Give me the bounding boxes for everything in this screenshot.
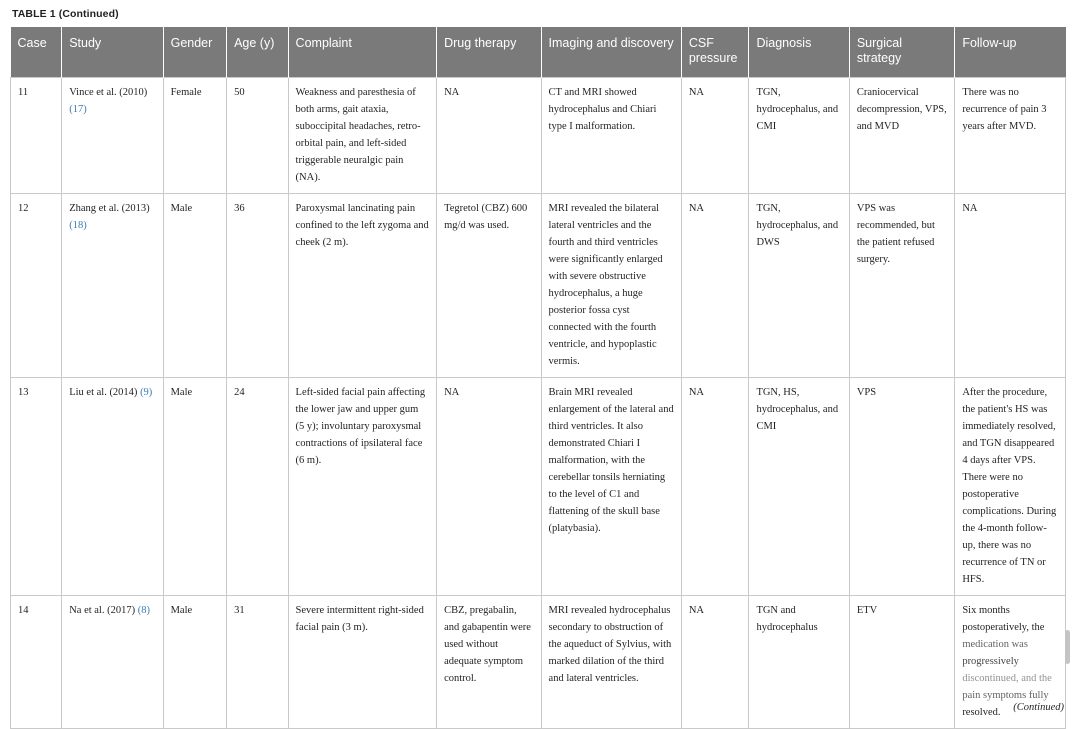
cell-drug-therapy: CBZ, pregabalin, and gabapentin were used without adequate symptom control. (437, 595, 541, 728)
cell-imaging: Brain MRI revealed enlargement of the lateral and third ventricles. It also demonstrated Chiari I malformation, with the cerebellar tonsils herniating to the level of C1 and flattening of the skull base (platybasia). (541, 377, 681, 595)
cell-surgical-strategy: ETV (849, 595, 955, 728)
cell-imaging: MRI revealed the bilateral lateral ventricles and the fourth and third ventricles were significantly enlarged with severe obstructive hydrocephalus, a huge posterior fossa cyst connected with the fourth ventricle, and hypoplastic vermis. (541, 193, 681, 377)
follow-up-line-5: pain symptoms fully (962, 689, 1049, 701)
cell-age: 50 (227, 77, 288, 193)
table-caption-label: TABLE 1 (12, 8, 56, 20)
cell-complaint: Severe intermittent right-sided facial pain (3 m). (288, 595, 437, 728)
column-header-csf-pressure: CSF pressure (681, 27, 749, 77)
table-row (11, 193, 1066, 377)
cell-study (62, 193, 163, 377)
cell-diagnosis: TGN, hydrocephalus, and CMI (749, 77, 849, 193)
cell-surgical-strategy: VPS (849, 377, 955, 595)
cell-drug-therapy: Tegretol (CBZ) 600 mg/d was used. (437, 193, 541, 377)
column-header-follow-up: Follow-up (955, 27, 1066, 77)
case-summary-table (10, 27, 1066, 729)
cell-case: 11 (11, 77, 62, 193)
column-header-complaint: Complaint (288, 27, 437, 77)
cell-study (62, 77, 163, 193)
cell-diagnosis: TGN, HS, hydrocephalus, and CMI (749, 377, 849, 595)
follow-up-line-3: progressively (962, 655, 1019, 667)
cell-gender: Male (163, 193, 227, 377)
table-caption (12, 8, 1066, 20)
cell-drug-therapy: NA (437, 77, 541, 193)
column-header-diagnosis: Diagnosis (749, 27, 849, 77)
column-header-gender: Gender (163, 27, 227, 77)
follow-up-line-6: resolved. (962, 706, 1001, 718)
column-header-study: Study (62, 27, 163, 77)
table-row (11, 595, 1066, 728)
cell-csf-pressure: NA (681, 377, 749, 595)
cell-drug-therapy: NA (437, 377, 541, 595)
cell-csf-pressure: NA (681, 77, 749, 193)
cell-case: 13 (11, 377, 62, 595)
study-citation: Vince et al. (2010) (69, 86, 148, 98)
follow-up-line-1: Six months postoperatively, the (962, 604, 1045, 633)
cell-gender: Female (163, 77, 227, 193)
column-header-drug-therapy: Drug therapy (437, 27, 541, 77)
cell-age: 36 (227, 193, 288, 377)
study-reference-link[interactable]: (18) (69, 219, 87, 231)
study-reference-link[interactable]: (17) (69, 103, 87, 115)
cell-surgical-strategy: Craniocervical decompression, VPS, and MVD (849, 77, 955, 193)
continued-note: (Continued) (1013, 702, 1064, 713)
cell-gender: Male (163, 377, 227, 595)
follow-up-line-4: discontinued, and the (962, 672, 1052, 684)
cell-imaging: CT and MRI showed hydrocephalus and Chiari type I malformation. (541, 77, 681, 193)
cell-complaint: Paroxysmal lancinating pain confined to the left zygoma and cheek (2 m). (288, 193, 437, 377)
column-header-imaging-and-discovery: Imaging and discovery (541, 27, 681, 77)
column-header-age: Age (y) (227, 27, 288, 77)
table-caption-continued: (Continued) (58, 8, 119, 20)
follow-up-line-2: medication was (962, 638, 1028, 650)
cell-diagnosis: TGN and hydrocephalus (749, 595, 849, 728)
cell-csf-pressure: NA (681, 595, 749, 728)
study-reference-link[interactable]: (8) (137, 604, 150, 616)
cell-gender: Male (163, 595, 227, 728)
cell-case: 14 (11, 595, 62, 728)
cell-study (62, 595, 163, 728)
cell-follow-up: There was no recurrence of pain 3 years after MVD. (955, 77, 1066, 193)
study-citation: Na et al. (2017) (69, 604, 136, 616)
cell-follow-up: NA (955, 193, 1066, 377)
cell-study (62, 377, 163, 595)
cell-diagnosis: TGN, hydrocephalus, and DWS (749, 193, 849, 377)
cell-csf-pressure: NA (681, 193, 749, 377)
column-header-surgical-strategy: Surgical strategy (849, 27, 955, 77)
study-citation: Liu et al. (2014) (69, 386, 138, 398)
scrollbar-thumb[interactable] (1065, 630, 1070, 664)
column-header-case: Case (11, 27, 62, 77)
cell-surgical-strategy: VPS was recommended, but the patient refused surgery. (849, 193, 955, 377)
cell-follow-up: After the procedure, the patient's HS was immediately resolved, and TGN disappeared 4 days after VPS. There were no postoperative complications. During the 4-month follow-up, there was no recurrence of TN or HFS. (955, 377, 1066, 595)
cell-complaint: Left-sided facial pain affecting the lower jaw and upper gum (5 y); involuntary paroxysmal contractions of ipsilateral face (6 m). (288, 377, 437, 595)
cell-complaint: Weakness and paresthesia of both arms, gait ataxia, suboccipital headaches, retro-orbital pain, and left-sided triggerable neuralgic pain (NA). (288, 77, 437, 193)
study-reference-link[interactable]: (9) (140, 386, 153, 398)
table-row (11, 377, 1066, 595)
cell-imaging: MRI revealed hydrocephalus secondary to obstruction of the aqueduct of Sylvius, with marked dilation of the third and lateral ventricles. (541, 595, 681, 728)
table-row (11, 77, 1066, 193)
table-header-row (11, 27, 1066, 77)
cell-case: 12 (11, 193, 62, 377)
cell-age: 24 (227, 377, 288, 595)
study-citation: Zhang et al. (2013) (69, 202, 150, 214)
cell-age: 31 (227, 595, 288, 728)
